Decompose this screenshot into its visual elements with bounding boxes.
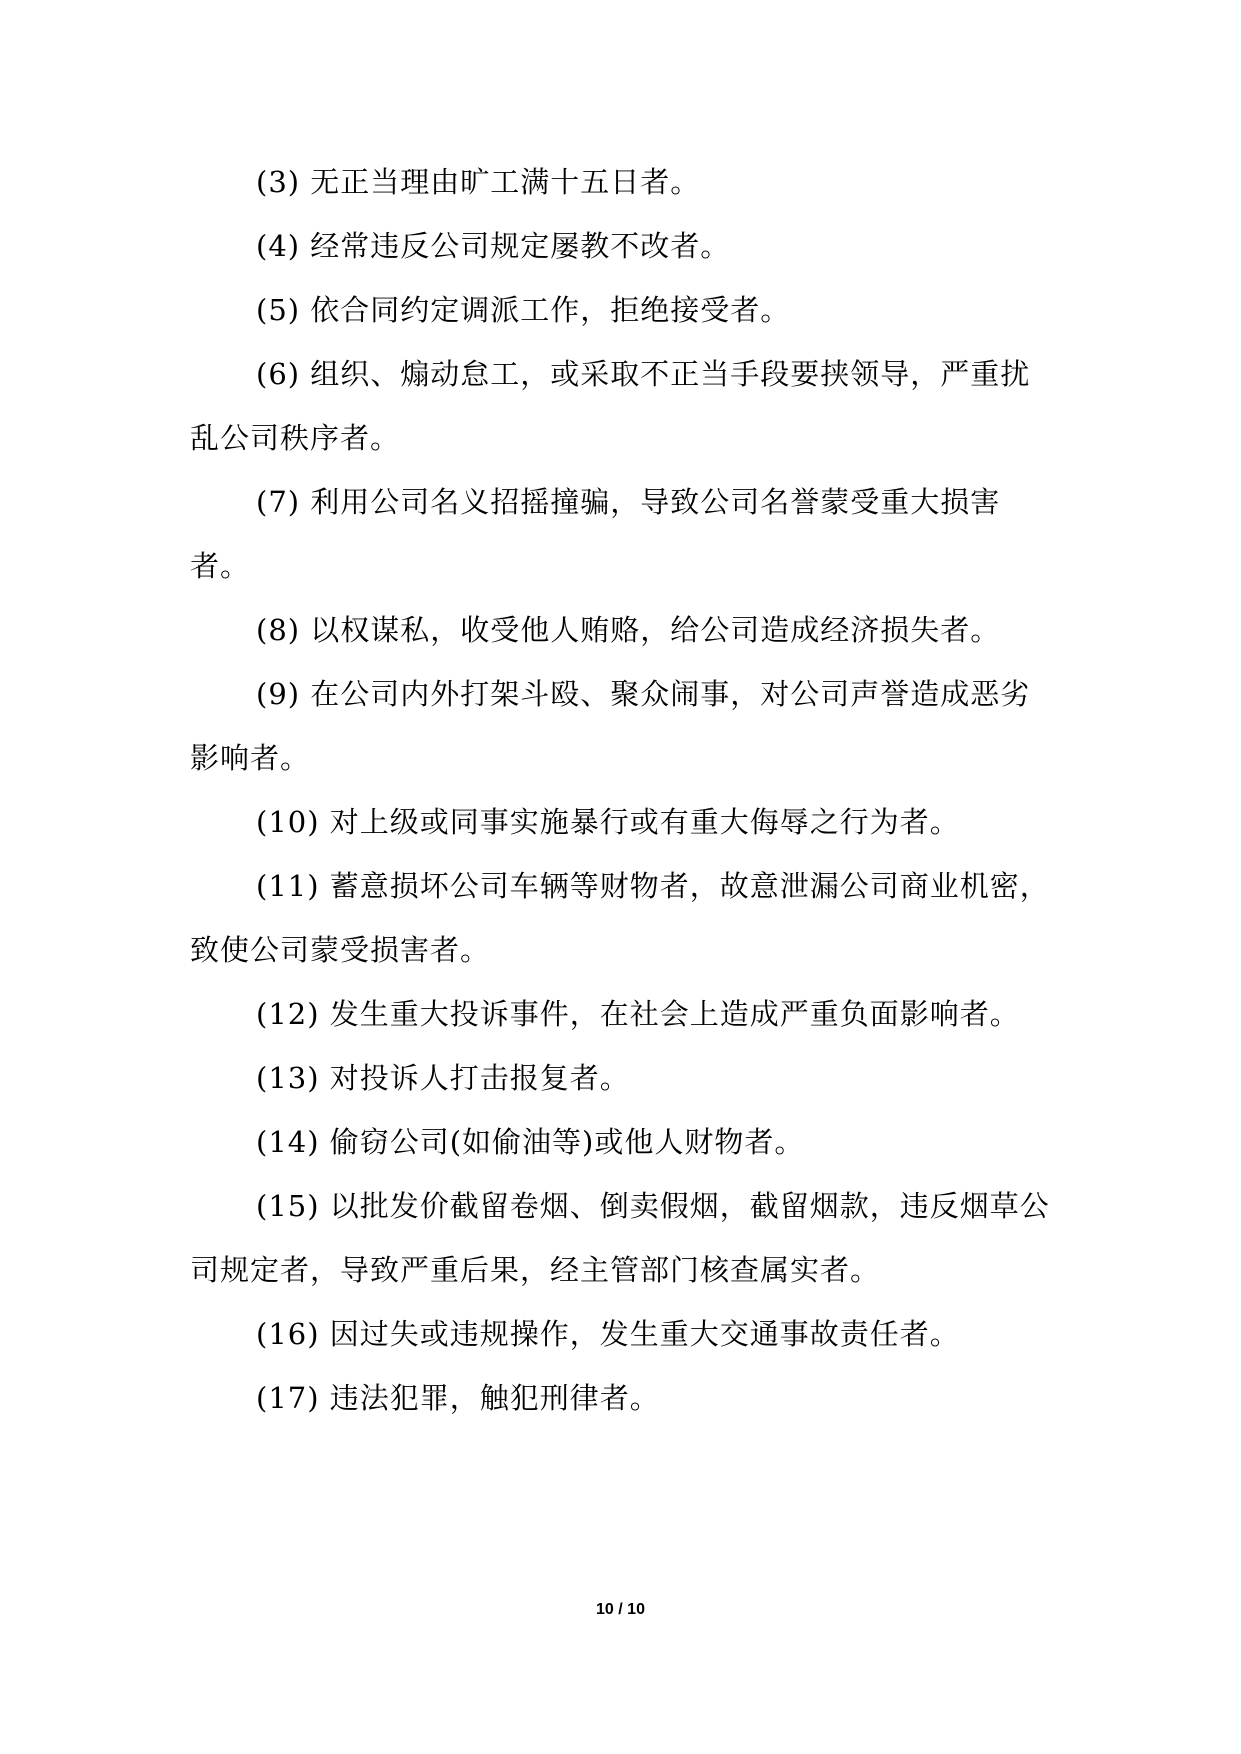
paragraph-item-11: (11) 蓄意损坏公司车辆等财物者，故意泄漏公司商业机密，致使公司蒙受损害者。 <box>190 869 1050 967</box>
paragraph-item-10: (10) 对上级或同事实施暴行或有重大侮辱之行为者。 <box>256 805 960 839</box>
paragraph-item-15: (15) 以批发价截留卷烟、倒卖假烟，截留烟款，违反烟草公司规定者，导致严重后果，经主管部门核查属实者。 <box>190 1189 1050 1287</box>
paragraph-item-7: (7) 利用公司名义招摇撞骗，导致公司名誉蒙受重大损害者。 <box>190 485 1001 583</box>
paragraph-item-4: (4) 经常违反公司规定屡教不改者。 <box>256 229 731 263</box>
paragraph-item-6: (6) 组织、煽动怠工，或采取不正当手段要挟领导，严重扰乱公司秩序者。 <box>190 357 1031 455</box>
paragraph-item-16: (16) 因过失或违规操作，发生重大交通事故责任者。 <box>256 1317 960 1351</box>
page-number: 10 / 10 <box>596 1601 645 1618</box>
paragraph-item-9: (9) 在公司内外打架斗殴、聚众闹事，对公司声誉造成恶劣影响者。 <box>190 677 1031 775</box>
paragraph-item-8: (8) 以权谋私，收受他人贿赂，给公司造成经济损失者。 <box>256 613 1001 647</box>
paragraph-item-5: (5) 依合同约定调派工作，拒绝接受者。 <box>256 293 791 327</box>
paragraph-item-3: (3) 无正当理由旷工满十五日者。 <box>256 165 701 199</box>
paragraph-item-12: (12) 发生重大投诉事件，在社会上造成严重负面影响者。 <box>256 997 1020 1031</box>
document-body <box>190 150 1060 1430</box>
paragraph-item-13: (13) 对投诉人打击报复者。 <box>256 1061 630 1095</box>
paragraph-item-14: (14) 偷窃公司(如偷油等)或他人财物者。 <box>256 1125 805 1159</box>
paragraph-item-17: (17) 违法犯罪，触犯刑律者。 <box>256 1381 660 1415</box>
